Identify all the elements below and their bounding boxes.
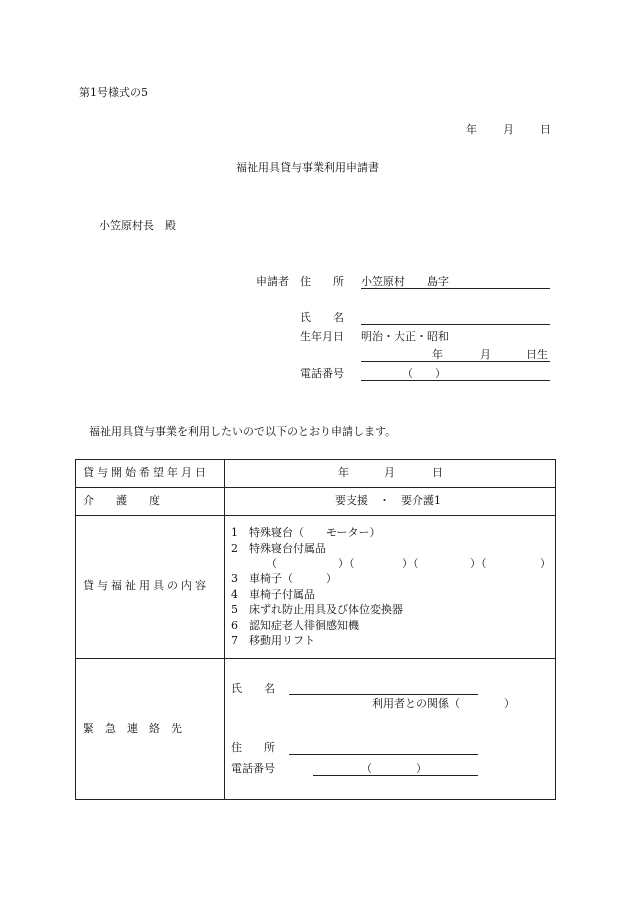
dob-field[interactable] — [361, 361, 550, 362]
accessory-paren-3: ）（ — [402, 557, 419, 570]
dob-year: 年 — [432, 348, 443, 361]
list-item[interactable]: 3 車椅子（ ） — [231, 572, 337, 585]
dob-day: 日生 — [526, 348, 548, 361]
address-value: 小笠原村 島字 — [361, 275, 449, 288]
form-number: 第1号様式の5 — [79, 86, 148, 99]
accessory-paren-4: ）（ — [470, 557, 487, 570]
list-item[interactable]: 5 床ずれ防止用具及び体位変換器 — [231, 603, 403, 616]
contact-phone-label: 電話番号 — [231, 762, 275, 775]
intro-text: 福祉用具貸与事業を利用したいので以下のとおり申請します。 — [89, 425, 397, 438]
care-level-label: 介 護 度 — [83, 494, 160, 507]
name-field[interactable] — [361, 324, 550, 325]
emergency-contact-label: 緊 急 連 絡 先 — [83, 722, 182, 735]
name-label: 氏 名 — [300, 311, 344, 324]
phone-label: 電話番号 — [300, 367, 344, 380]
care-level-value: 要支援 ・ 要介護1 — [335, 494, 441, 507]
phone-parens: （ ） — [402, 367, 446, 380]
accessory-paren-5: ） — [540, 557, 551, 570]
equipment-label: 貸与福祉用具の内容 — [83, 579, 209, 592]
accessory-paren-1: （ — [266, 557, 277, 570]
phone-field[interactable] — [361, 380, 550, 381]
list-item[interactable]: 2 特殊寝台付属品 — [231, 542, 326, 555]
date-year: 年 — [466, 123, 477, 136]
contact-name-field[interactable] — [289, 694, 478, 695]
start-date-month: 月 — [384, 466, 395, 479]
address-underline — [361, 288, 550, 289]
contact-phone-parens: （ ） — [361, 762, 427, 775]
contact-phone-field[interactable] — [313, 775, 478, 776]
dob-eras: 明治・大正・昭和 — [361, 330, 449, 343]
contact-name-label: 氏 名 — [231, 682, 275, 695]
date-month: 月 — [503, 123, 514, 136]
date-day: 日 — [540, 123, 551, 136]
dob-label: 生年月日 — [300, 330, 344, 343]
list-item[interactable]: 7 移動用リフト — [231, 634, 315, 647]
list-item[interactable]: 1 特殊寝台（ モーター） — [231, 526, 381, 539]
address-label: 住 所 — [300, 275, 344, 288]
start-date-day: 日 — [432, 466, 443, 479]
applicant-label: 申請者 — [256, 275, 289, 288]
contact-address-field[interactable] — [289, 754, 478, 755]
accessory-paren-2: ）（ — [338, 557, 355, 570]
contact-address-label: 住 所 — [231, 741, 275, 754]
contact-relation: 利用者との関係（ ） — [372, 697, 515, 710]
list-item[interactable]: 6 認知症老人徘徊感知機 — [231, 619, 359, 632]
start-date-year: 年 — [338, 466, 349, 479]
addressee: 小笠原村長 殿 — [99, 219, 176, 232]
list-item[interactable]: 4 車椅子付属品 — [231, 588, 315, 601]
page-title: 福祉用具貸与事業利用申請書 — [236, 161, 379, 174]
start-date-label: 貸与開始希望年月日 — [83, 466, 209, 479]
dob-month: 月 — [480, 348, 491, 361]
